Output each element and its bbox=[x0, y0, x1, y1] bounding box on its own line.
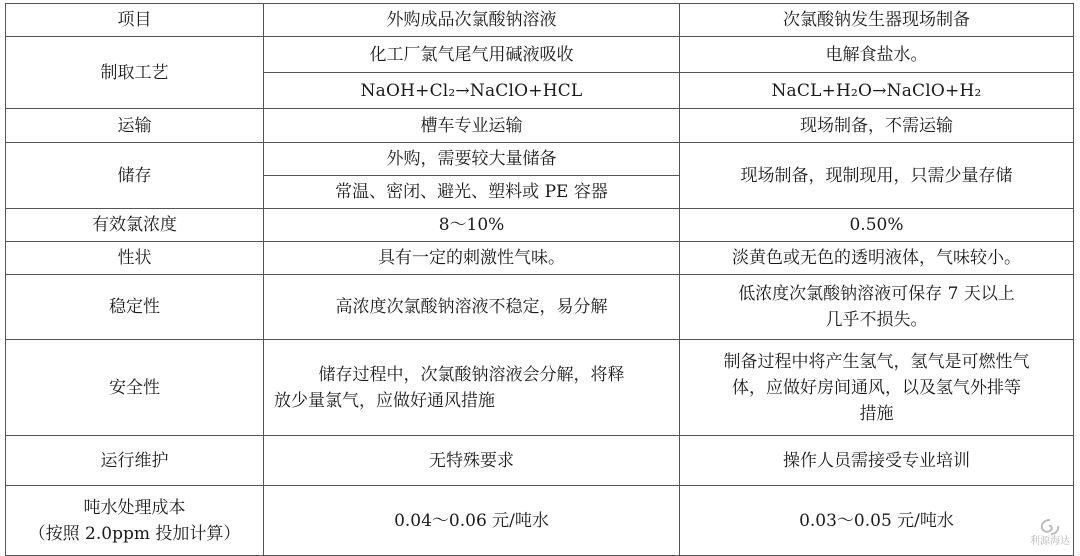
comparison-table bbox=[5, 3, 1074, 556]
table-row bbox=[6, 275, 1074, 340]
cell-concentration-purchased: 8～10% bbox=[264, 209, 680, 242]
header-onsite: 次氯酸钠发生器现场制备 bbox=[680, 4, 1074, 37]
cell-cost-purchased: 0.04～0.06 元/吨水 bbox=[264, 486, 680, 556]
cell-process-purchased-formula: NaOH+Cl₂→NaClO+HCL bbox=[264, 73, 680, 109]
cell-storage-onsite: 现场制备，现制现用，只需少量存储 bbox=[680, 143, 1074, 209]
row-label-transport: 运输 bbox=[6, 109, 264, 143]
cell-properties-onsite: 淡黄色或无色的透明液体，气味较小。 bbox=[680, 242, 1074, 275]
table-row bbox=[6, 340, 1074, 436]
row-label-maintenance: 运行维护 bbox=[6, 436, 264, 486]
header-row bbox=[6, 4, 1074, 37]
cell-process-onsite-formula: NaCL+H₂O→NaClO+H₂ bbox=[680, 73, 1074, 109]
cell-safety-purchased-line1: 储存过程中，次氯酸钠溶液会分解，将释 bbox=[318, 364, 625, 385]
cell-safety-onsite-line1: 制备过程中将产生氢气，氢气是可燃性气 bbox=[723, 351, 1030, 372]
table-row bbox=[6, 37, 1074, 73]
cell-storage-purchased-2: 常温、密闭、避光、塑料或 PE 容器 bbox=[264, 176, 680, 209]
row-label-cost-line1: 吨水处理成本 bbox=[83, 497, 186, 518]
row-label-cost-line2: （按照 2.0ppm 投加计算） bbox=[28, 523, 241, 544]
row-label-process: 制取工艺 bbox=[6, 37, 264, 109]
cell-safety-onsite-line3: 措施 bbox=[859, 403, 894, 424]
row-label-properties: 性状 bbox=[6, 242, 264, 275]
cell-maintenance-onsite: 操作人员需接受专业培训 bbox=[680, 436, 1074, 486]
row-label-safety: 安全性 bbox=[6, 340, 264, 436]
row-label-cost bbox=[6, 486, 264, 556]
cell-stability-onsite-line1: 低浓度次氯酸钠溶液可保存 7 天以上 bbox=[738, 284, 1015, 304]
cell-stability-onsite-line2: 几乎不损失。 bbox=[825, 310, 928, 330]
table-row bbox=[6, 486, 1074, 556]
row-label-stability: 稳定性 bbox=[6, 275, 264, 340]
cell-maintenance-purchased: 无特殊要求 bbox=[264, 436, 680, 486]
cell-transport-purchased: 槽车专业运输 bbox=[264, 109, 680, 143]
cell-stability-onsite bbox=[680, 275, 1074, 340]
table-row bbox=[6, 143, 1074, 176]
row-label-concentration: 有效氯浓度 bbox=[6, 209, 264, 242]
table-row bbox=[6, 242, 1074, 275]
table-row bbox=[6, 436, 1074, 486]
cell-storage-purchased-1: 外购，需要较大量储备 bbox=[264, 143, 680, 176]
table-row bbox=[6, 109, 1074, 143]
cell-cost-onsite: 0.03～0.05 元/吨水 bbox=[680, 486, 1074, 556]
table-row bbox=[6, 209, 1074, 242]
cell-safety-purchased bbox=[264, 340, 680, 436]
cell-safety-onsite-line2: 体，应做好房间通风，以及氢气外排等 bbox=[732, 377, 1021, 398]
cell-transport-onsite: 现场制备，不需运输 bbox=[680, 109, 1074, 143]
header-purchased: 外购成品次氯酸钠溶液 bbox=[264, 4, 680, 37]
row-label-storage: 储存 bbox=[6, 143, 264, 209]
header-item: 项目 bbox=[6, 4, 264, 37]
cell-safety-purchased-line2: 放少量氯气，应做好通风措施 bbox=[274, 390, 495, 411]
swirl-logo-icon bbox=[1039, 518, 1061, 536]
cell-process-purchased: 化工厂氯气尾气用碱液吸收 bbox=[264, 37, 680, 73]
cell-process-onsite: 电解食盐水。 bbox=[680, 37, 1074, 73]
watermark-text: 利源海达 bbox=[1030, 536, 1070, 547]
cell-safety-onsite bbox=[680, 340, 1074, 436]
watermark bbox=[1024, 518, 1076, 552]
cell-properties-purchased: 具有一定的刺激性气味。 bbox=[264, 242, 680, 275]
cell-concentration-onsite: 0.50% bbox=[680, 209, 1074, 242]
cell-stability-purchased: 高浓度次氯酸钠溶液不稳定，易分解 bbox=[264, 275, 680, 340]
